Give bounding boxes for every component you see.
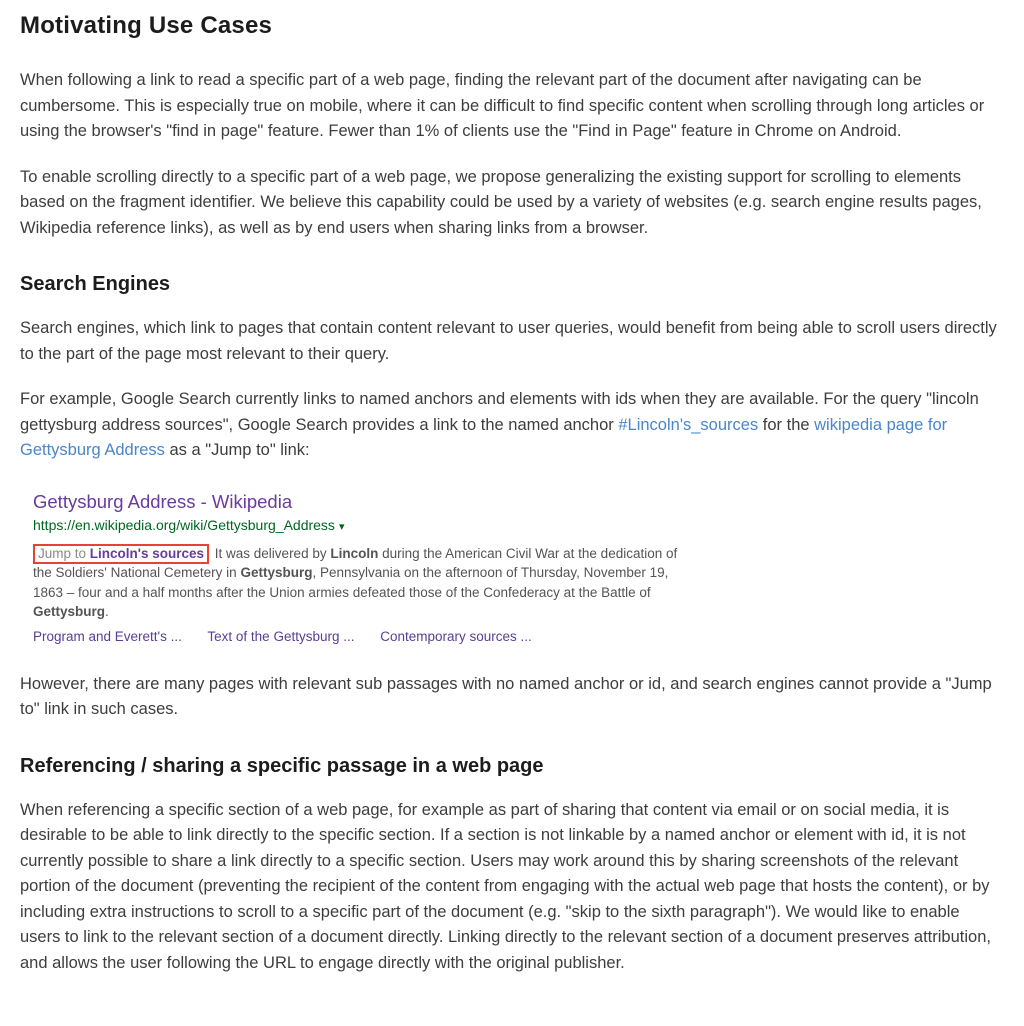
- paragraph-proposal: To enable scrolling directly to a specific part of a web page, we propose generalizing the existing support for scrolling to elements based on the fragment identifier. We believe this capability could be used by a variety of websites (e.g. search engine results pages, Wikipedia reference links), as well as by end users when sharing links from a browser.: [20, 167, 982, 237]
- serp-snippet: [33, 544, 698, 622]
- text-segment: as a "Jump to" link:: [164, 441, 310, 459]
- text-segment: For example, Google Search currently links to named anchors and elements with ids when they are available. For the query "lincoln gettysburg address sources", Google Search provides a link to the named anchor: [20, 390, 979, 434]
- paragraph-google-example: [20, 387, 1004, 464]
- sitelink-program-everetts[interactable]: Program and Everett's ...: [33, 628, 182, 644]
- text-segment: during the American Civil War at the dedication of the Soldiers' National Cemetery in: [33, 545, 678, 580]
- google-serp-screenshot: [33, 490, 698, 646]
- text-segment: Gettysburg: [240, 565, 313, 580]
- sitelink-text-of-gettysburg[interactable]: Text of the Gettysburg ...: [207, 628, 355, 644]
- text-segment: Lincoln: [330, 545, 379, 561]
- serp-sitelinks: [33, 627, 698, 646]
- jump-to-anchor-link[interactable]: Lincoln's sources: [89, 545, 205, 561]
- text-segment: .: [105, 604, 109, 619]
- sitelink-contemporary-sources[interactable]: Contemporary sources ...: [380, 628, 532, 644]
- paragraph-search-engines: Search engines, which link to pages that contain content relevant to user queries, would benefit from being able to scroll users directly to the part of the page most relevant to their query.: [20, 319, 997, 363]
- text-segment: Gettysburg: [33, 604, 106, 619]
- jump-to-prefix: Jump to: [38, 545, 90, 561]
- section-heading-referencing: Referencing / sharing a specific passage in a web page: [20, 754, 544, 777]
- paragraph-intro: When following a link to read a specific part of a web page, finding the relevant part of the document after navigating can be cumbersome. This is especially true on mobile, where it can be difficult to find specific content when scrolling through long articles or using the browser's "find in page" feature. Fewer than 1% of clients use the "Find in Page" feature in Chrome on Android.: [20, 71, 985, 140]
- serp-result-title-link[interactable]: Gettysburg Address - Wikipedia: [33, 490, 293, 512]
- paragraph-however: However, there are many pages with relevant sub passages with no named anchor or id, and search engines cannot provide a "Jump to" link in such cases.: [20, 674, 992, 718]
- serp-result-url: [33, 516, 698, 537]
- inline-link[interactable]: #Lincoln's_sources: [618, 415, 759, 434]
- serp-url-text: https://en.wikipedia.org/wiki/Gettysburg_Address: [33, 516, 335, 533]
- text-segment: It was delivered by: [211, 545, 331, 561]
- text-segment: , Pennsylvania on the afternoon of Thursday, November 19, 1863 – four and a half months after the Union armies defeated those of the Confederacy at the Battle of: [33, 565, 669, 600]
- paragraph-referencing: When referencing a specific section of a web page, for example as part of sharing that content via email or on social media, it is desirable to be able to link directly to the specific section. If a section is not linkable by a named anchor or element with id, it is not currently possible to share a link directly to a specific section. Users may work around this by sharing screenshots of the relevant portion of the document (preventing the recipient of the content from engaging with the actual web page that hosts the content), or by including extra instructions to scroll to a specific part of the document (e.g. "skip to the sixth paragraph"). We would like to enable users to link to the relevant section of a document directly. Linking directly to the relevant section of a document preserves attribution, and allows the user following the URL to engage directly with the original publisher.: [20, 800, 991, 972]
- page-title: Motivating Use Cases: [20, 12, 273, 39]
- serp-dropdown-arrow-icon[interactable]: ▾: [338, 520, 345, 533]
- inline-link[interactable]: wikipedia page for Gettysburg Address: [20, 415, 948, 459]
- text-segment: for the: [758, 415, 815, 434]
- jump-to-highlight-box: [33, 544, 209, 564]
- section-heading-search-engines: Search Engines: [20, 273, 171, 295]
